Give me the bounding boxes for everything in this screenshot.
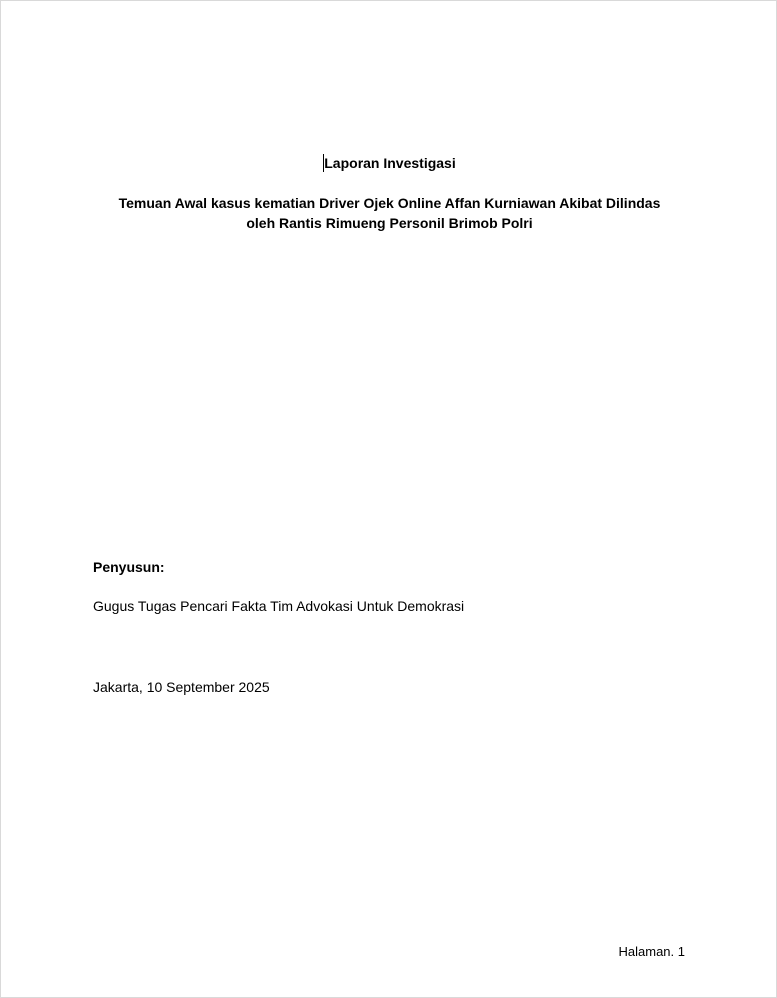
document-subtitle <box>81 193 698 233</box>
author-label: Penyusun: <box>93 559 165 575</box>
subtitle-line-1: Temuan Awal kasus kematian Driver Ojek Online Affan Kurniawan Akibat Dilindas <box>118 195 661 211</box>
document-title-line[interactable] <box>1 153 777 173</box>
document-title: Laporan Investigasi <box>324 155 456 171</box>
page-number: Halaman. 1 <box>618 944 685 959</box>
place-date: Jakarta, 10 September 2025 <box>93 679 270 695</box>
author-value: Gugus Tugas Pencari Fakta Tim Advokasi Untuk Demokrasi <box>93 598 465 614</box>
subtitle-line-2: oleh Rantis Rimueng Personil Brimob Polri <box>246 215 533 231</box>
